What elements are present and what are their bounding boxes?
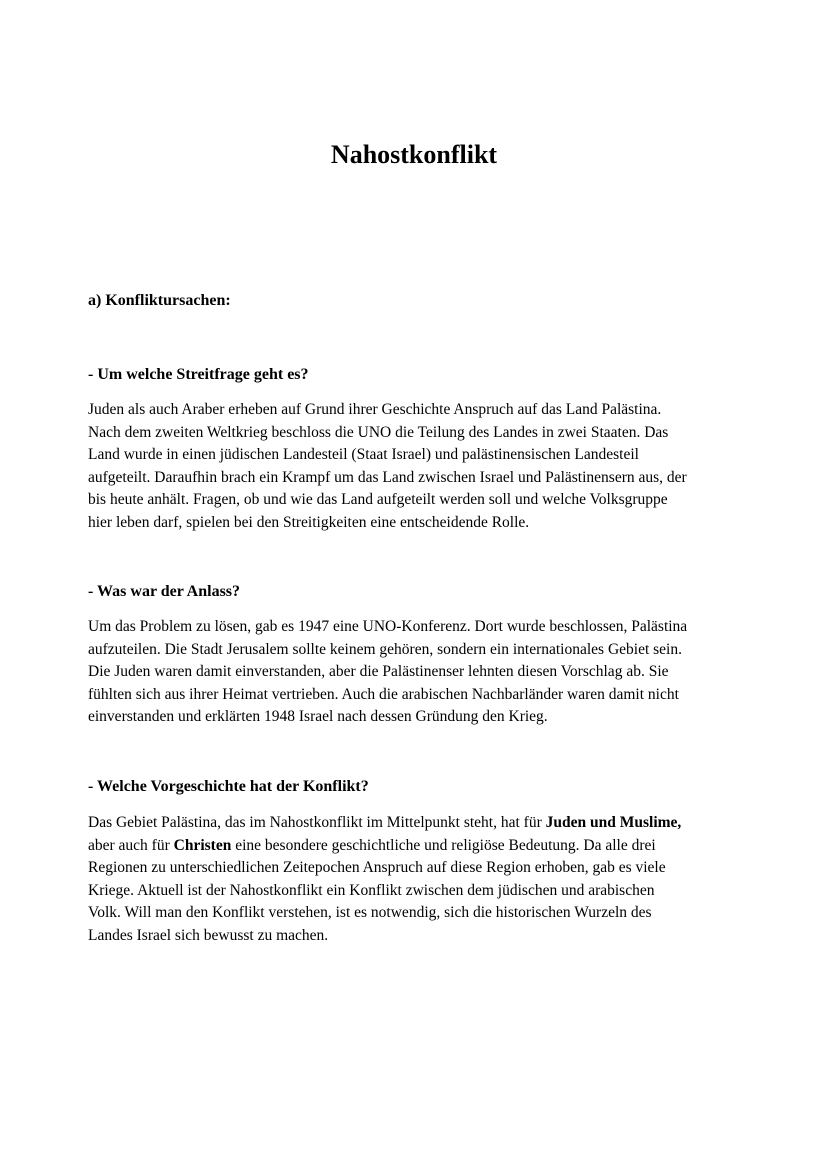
text-run: Das Gebiet Palästina, das im Nahostkonflikt im Mittelpunkt steht, hat für: [88, 814, 546, 831]
paragraph-line: Volk. Will man den Konflikt verstehen, ist es notwendig, sich die historischen Wurzeln des: [88, 904, 652, 922]
paragraph-line: Um das Problem zu lösen, gab es 1947 eine UNO-Konferenz. Dort wurde beschlossen, Palästina: [88, 618, 688, 635]
section-heading-konfliktursachen: a) Konfliktursachen:: [88, 292, 231, 309]
text-run: eine besondere geschichtliche und religiöse Bedeutung. Da alle drei: [231, 836, 656, 854]
paragraph-line: Land wurde in einen jüdischen Landesteil (Staat Israel) und palästinensischen Landesteil: [88, 446, 639, 464]
paragraph-line: Juden als auch Araber erheben auf Grund ihrer Geschichte Anspruch auf das Land Palästina.: [88, 401, 662, 418]
paragraph-line: Kriege. Aktuell ist der Nahostkonflikt ein Konflikt zwischen dem jüdischen und arabischen: [88, 881, 655, 899]
paragraph-line: [88, 835, 748, 858]
paragraph-line: Nach dem zweiten Weltkrieg beschloss die UNO die Teilung des Landes in zwei Staaten. Das: [88, 423, 669, 441]
paragraph-line: hier leben darf, spielen bei den Streitigkeiten eine entscheidende Rolle.: [88, 513, 530, 531]
bold-text-juden-muslime: Juden und Muslime,: [545, 814, 682, 831]
question-heading-vorgeschichte: - Welche Vorgeschichte hat der Konflikt?: [88, 778, 369, 795]
paragraph-line: fühlten sich aus ihrer Heimat vertrieben. Auch die arabischen Nachbarländer waren damit nicht: [88, 685, 679, 703]
question-heading-streitfrage: - Um welche Streitfrage geht es?: [88, 366, 309, 383]
paragraph-streitfrage: [88, 399, 748, 535]
paragraph-line: Die Juden waren damit einverstanden, aber die Palästinenser lehnten diesen Vorschlag ab. Sie: [88, 663, 669, 681]
paragraph-line: Landes Israel sich bewusst zu machen.: [88, 926, 329, 944]
paragraph-line: aufzuteilen. Die Stadt Jerusalem sollte keinem gehören, sondern ein internationales Gebiet sein.: [88, 640, 682, 658]
text-run: aber auch für: [88, 836, 174, 854]
paragraph-anlass: [88, 616, 748, 729]
paragraph-line: bis heute anhält. Fragen, ob und wie das Land aufgeteilt werden soll und welche Volksgruppe: [88, 491, 668, 509]
paragraph-line: aufgeteilt. Daraufhin brach ein Krampf um das Land zwischen Israel und Palästinensern aus, der: [88, 468, 687, 486]
question-heading-anlass: - Was war der Anlass?: [88, 583, 241, 600]
page-title: Nahostkonflikt: [330, 140, 498, 169]
paragraph-line: [88, 812, 748, 835]
bold-text-christen: Christen: [173, 836, 232, 854]
paragraph-line: einverstanden und erklärten 1948 Israel nach dessen Gründung den Krieg.: [88, 708, 548, 726]
paragraph-vorgeschichte: [88, 812, 748, 948]
paragraph-line: Regionen zu unterschiedlichen Zeitepochen Anspruch auf diese Region erhoben, gab es viele: [88, 859, 666, 877]
